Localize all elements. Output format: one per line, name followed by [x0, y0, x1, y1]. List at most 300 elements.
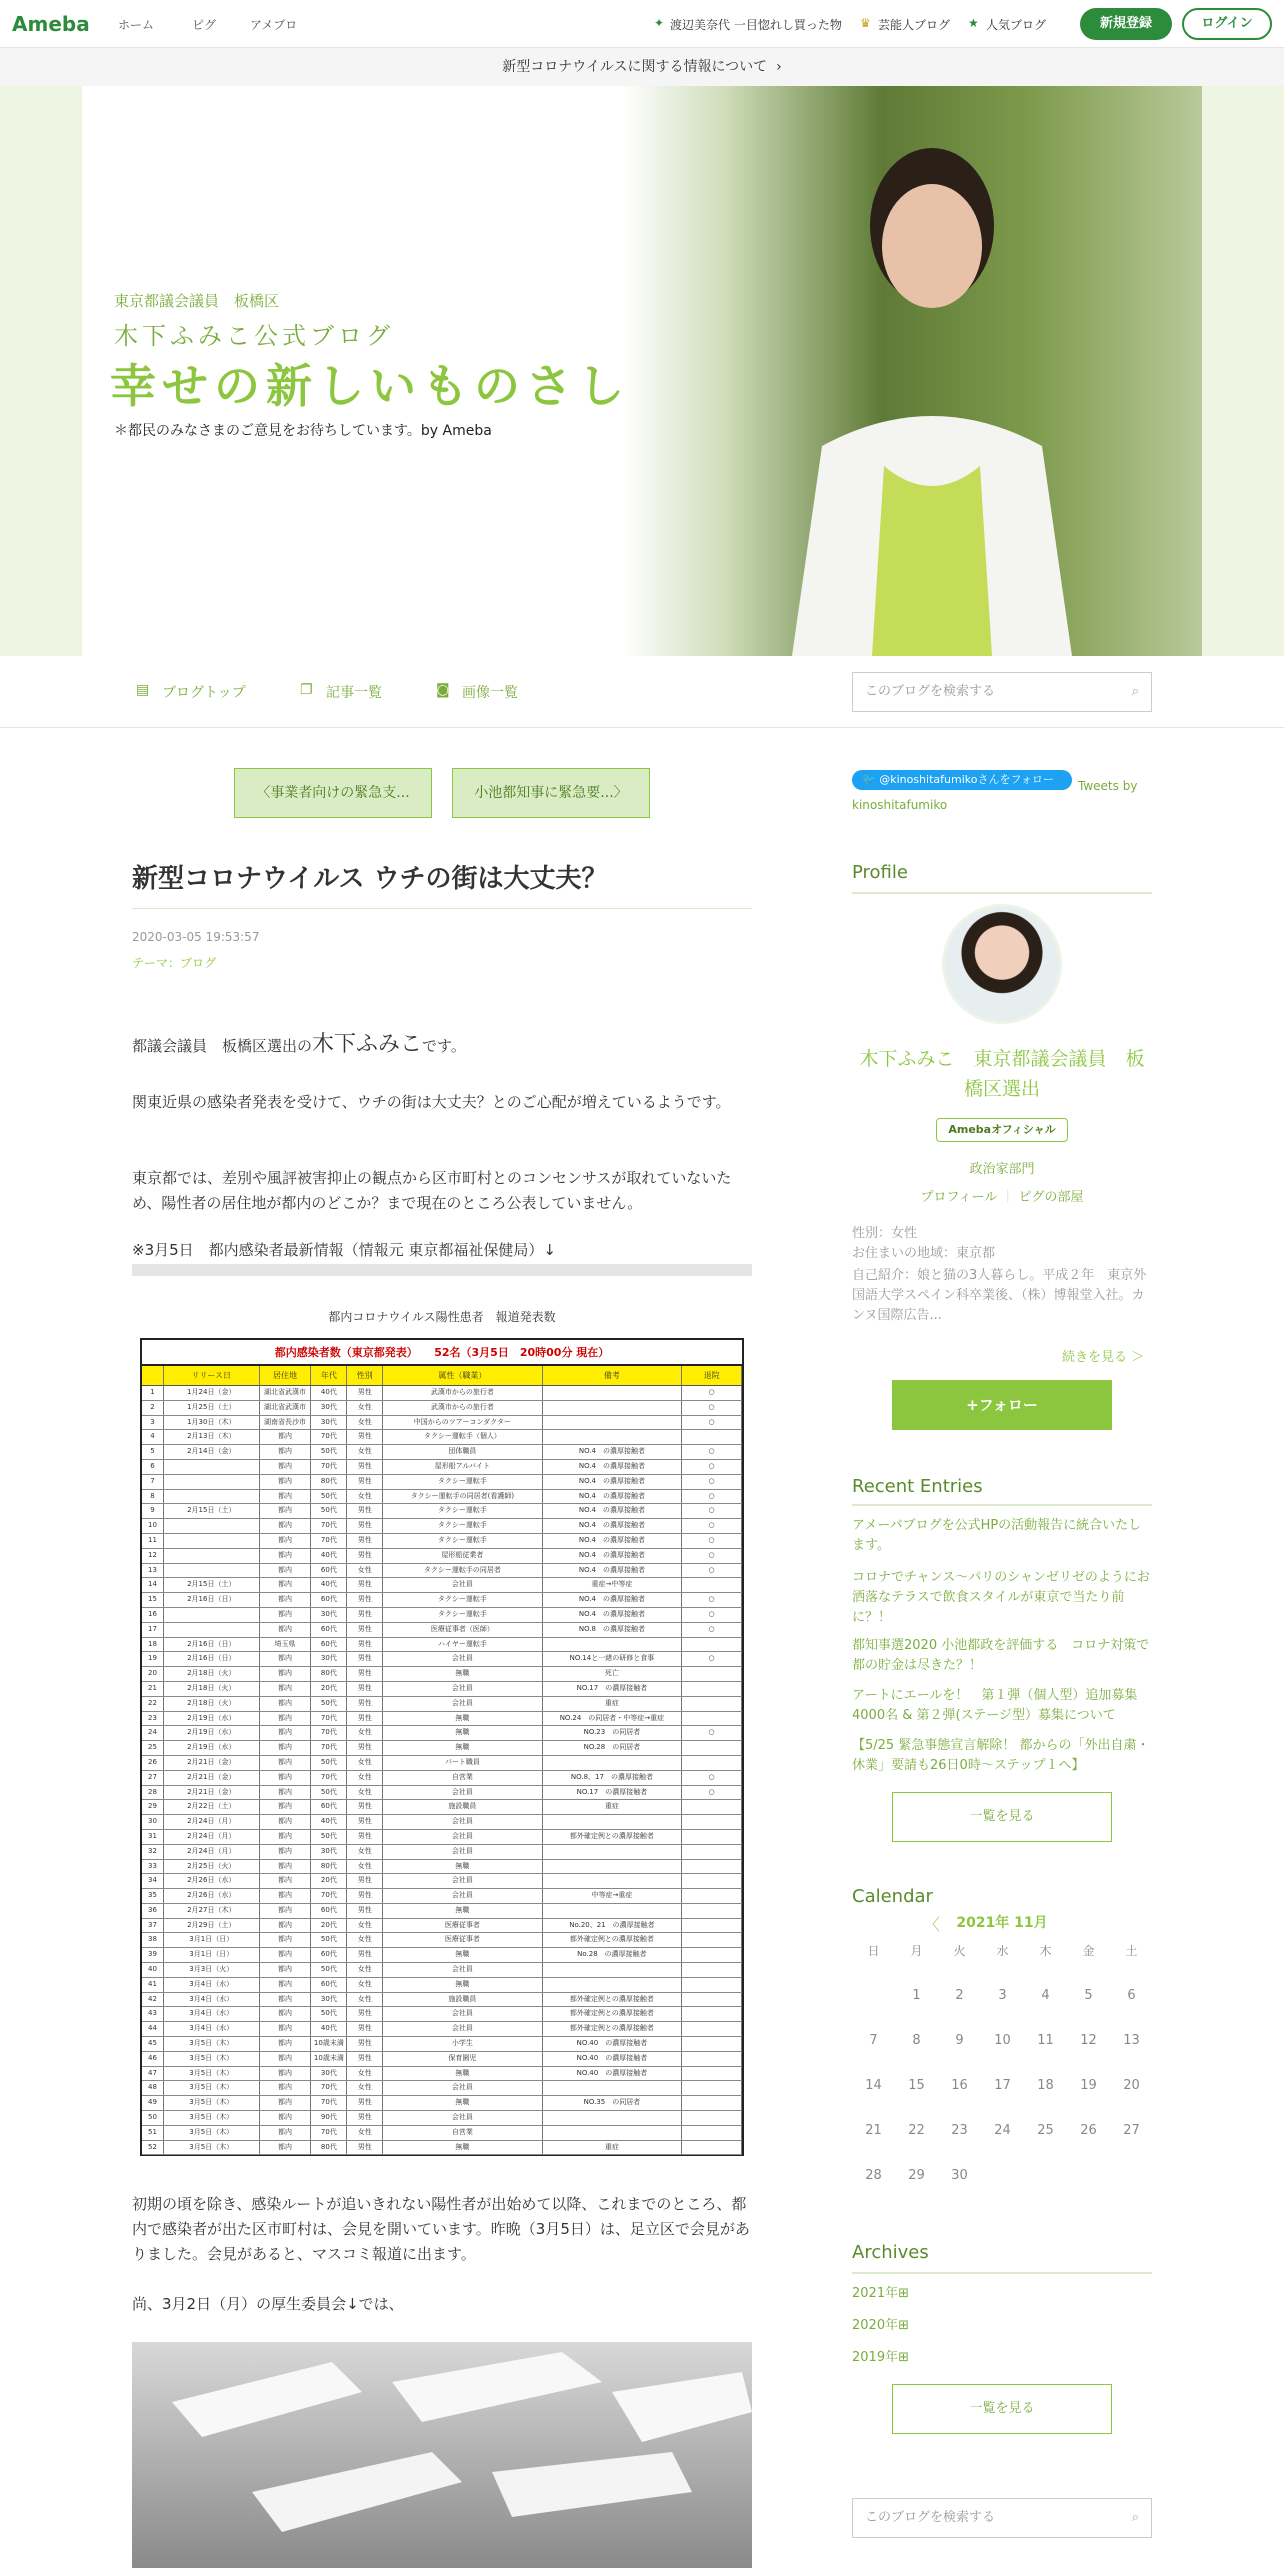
- pig-room-link[interactable]: ピグの部屋: [1018, 1190, 1084, 1205]
- table-cell: 50代: [311, 1756, 347, 1770]
- table-cell: 男性: [347, 1593, 383, 1607]
- popular-blog-link[interactable]: 人気ブログ: [986, 18, 1047, 32]
- divider: [852, 1504, 1152, 1506]
- calendar-weekday: 水: [996, 1944, 1009, 1958]
- archive-2019[interactable]: [852, 2348, 1152, 2368]
- calendar-day: 28: [865, 2168, 882, 2183]
- doc-icon: ▤: [136, 682, 150, 698]
- calendar-day: 20: [1123, 2078, 1140, 2093]
- table-cell: 7: [142, 1475, 164, 1489]
- nav-entries[interactable]: 記事一覧: [326, 685, 382, 701]
- table-row: [142, 1638, 742, 1653]
- search-icon[interactable]: ⌕: [1131, 684, 1139, 699]
- table-cell: 男性: [347, 1800, 383, 1814]
- calendar-day: 1: [912, 1988, 921, 2003]
- entry-theme-link[interactable]: テーマ：ブログ: [132, 956, 217, 970]
- table-cell: 60代: [311, 1623, 347, 1637]
- calendar-day: 16: [951, 2078, 968, 2093]
- table-cell: 40: [142, 1963, 164, 1977]
- table-cell: [682, 1578, 742, 1592]
- table-cell: [543, 1963, 683, 1977]
- trending-link[interactable]: 渡辺美奈代 一目惚れし買った物: [670, 18, 842, 32]
- login-button[interactable]: ログイン: [1182, 8, 1272, 40]
- calendar-day: 7: [869, 2033, 878, 2048]
- table-cell: 2月18日（火）: [164, 1667, 260, 1681]
- table-cell: 2月18日（火）: [164, 1682, 260, 1696]
- table-cell: 男性: [347, 1638, 383, 1652]
- table-cell: 男性: [347, 1460, 383, 1474]
- table-cell: 5: [142, 1445, 164, 1459]
- table-cell: 自営業: [383, 2126, 542, 2140]
- table-row: [142, 1948, 742, 1963]
- intro-suffix: です。: [422, 1037, 466, 1055]
- copy-icon: ❐: [300, 682, 313, 698]
- archives-heading: Archives: [852, 2242, 929, 2263]
- calendar-weekday: 火: [953, 1944, 966, 1958]
- recent-entry-3[interactable]: 都知事選2020 小池都政を評価する コロナ対策で都の貯金は尽きた？！: [852, 1638, 1150, 1673]
- table-cell: 11: [142, 1534, 164, 1548]
- table-cell: 50代: [311, 2007, 347, 2021]
- table-cell: [543, 1904, 683, 1918]
- table-cell: 都内: [260, 1860, 312, 1874]
- prev-entry-button[interactable]: [234, 768, 432, 818]
- table-column-header: 属性（職業）: [383, 1366, 542, 1385]
- calendar-day: 17: [994, 2078, 1011, 2093]
- table-cell: 2月21日（金）: [164, 1771, 260, 1785]
- table-cell: 70代: [311, 1741, 347, 1755]
- table-cell: 都内: [260, 2096, 312, 2110]
- table-cell: タクシー運転手（個人）: [383, 1430, 542, 1444]
- table-cell: NO.17 の濃厚接触者: [543, 1682, 683, 1696]
- table-cell: 2月29日（土）: [164, 1919, 260, 1933]
- table-cell: 小学生: [383, 2037, 542, 2051]
- nav-home[interactable]: ホーム: [118, 18, 155, 32]
- table-cell: 都内: [260, 1978, 312, 1992]
- sidebar-search-input[interactable]: [852, 2498, 1152, 2538]
- calendar-day: 23: [951, 2123, 968, 2138]
- table-cell: 2月24日（月）: [164, 1845, 260, 1859]
- table-cell: 80代: [311, 1860, 347, 1874]
- table-cell: 60代: [311, 1564, 347, 1578]
- table-cell: ○: [682, 1593, 742, 1607]
- plus-box-icon[interactable]: ⊞: [898, 2318, 909, 2333]
- view-all-archives-button[interactable]: 一覧を見る: [892, 2384, 1112, 2434]
- table-cell: 無職: [383, 1904, 542, 1918]
- table-cell: 会社員: [383, 1786, 542, 1800]
- table-cell: 35: [142, 1889, 164, 1903]
- table-cell: 1: [142, 1386, 164, 1400]
- banner-line1: 木下ふみこ公式ブログ: [114, 322, 394, 350]
- table-cell: [682, 1874, 742, 1888]
- calendar-weekday: 金: [1082, 1944, 1095, 1958]
- prev-entry-label: 事業者向けの緊急支...: [270, 785, 410, 801]
- table-cell: 42: [142, 1993, 164, 2007]
- table-caption: 都内コロナウイルス陽性患者 報道発表数: [328, 1310, 556, 1324]
- table-cell: 男性: [347, 2052, 383, 2066]
- committee-photo[interactable]: [132, 2342, 752, 2568]
- tweets-by-handle[interactable]: kinoshitafumiko: [852, 798, 948, 812]
- table-cell: タクシー運転手: [383, 1534, 542, 1548]
- next-entry-button[interactable]: [452, 768, 650, 818]
- table-cell: 重症: [543, 1800, 683, 1814]
- table-cell: 男性: [347, 1904, 383, 1918]
- calendar-heading: Calendar: [852, 1886, 933, 1907]
- table-cell: 湖南省長沙市: [260, 1416, 312, 1430]
- table-cell: 70代: [311, 1460, 347, 1474]
- table-cell: 21: [142, 1682, 164, 1696]
- table-cell: 3月5日（木）: [164, 2081, 260, 2095]
- table-row: [142, 1549, 742, 1564]
- archive-2019-label: 2019年: [852, 2350, 899, 2365]
- table-cell: ○: [682, 1490, 742, 1504]
- table-cell: No.28 の濃厚接触者: [543, 1948, 683, 1962]
- table-cell: 3月3日（火）: [164, 1963, 260, 1977]
- table-cell: [682, 2081, 742, 2095]
- table-cell: 湖北省武漢市: [260, 1386, 312, 1400]
- table-cell: 都内: [260, 1815, 312, 1829]
- table-cell: 50代: [311, 1933, 347, 1947]
- table-cell: 都内: [260, 2111, 312, 2125]
- table-cell: 2月19日（水）: [164, 1741, 260, 1755]
- table-cell: 2月19日（水）: [164, 1712, 260, 1726]
- table-cell: 都内: [260, 2141, 312, 2155]
- table-cell: 2月25日（火）: [164, 1860, 260, 1874]
- blog-banner[interactable]: [0, 86, 1284, 656]
- table-row: [142, 1430, 742, 1445]
- intro-text: 都議会議員 板橋区選出の: [132, 1037, 313, 1055]
- table-cell: NO.4 の濃厚接触者: [543, 1504, 683, 1518]
- table-cell: 男性: [347, 2022, 383, 2036]
- table-cell: 都内: [260, 1712, 312, 1726]
- table-cell: 40代: [311, 1815, 347, 1829]
- table-cell: 50代: [311, 1445, 347, 1459]
- profile-links: プロフィール ｜ ピグの部屋: [920, 1190, 1084, 1205]
- calendar-day: 19: [1080, 2078, 1097, 2093]
- table-cell: 2月21日（金）: [164, 1786, 260, 1800]
- table-cell: 2月16日（日）: [164, 1638, 260, 1652]
- calendar-weekday: 日: [867, 1944, 880, 1958]
- table-cell: 男性: [347, 1578, 383, 1592]
- archive-2020[interactable]: [852, 2316, 1152, 2336]
- table-cell: 70代: [311, 2096, 347, 2110]
- plus-box-icon[interactable]: ⊞: [898, 2286, 909, 2301]
- table-row: [142, 2037, 742, 2052]
- table-cell: 20: [142, 1667, 164, 1681]
- calendar-day: 3: [998, 1988, 1007, 2003]
- table-row: [142, 1845, 742, 1860]
- table-cell: NO.28 の同居者: [543, 1741, 683, 1755]
- divider: [852, 2272, 1152, 2274]
- calendar-day: 26: [1080, 2123, 1097, 2138]
- recent-entry-2[interactable]: コロナでチャンス〜パリのシャンゼリゼのようにお洒落なテラスで飲食スタイルが東京で当たり前に？！: [852, 1570, 1150, 1625]
- table-cell: 女性: [347, 1416, 383, 1430]
- recent-entry-5[interactable]: 【5/25 緊急事態宣言解除！ 都からの「外出自粛・休業」要請も26日0時〜ステップ１へ】: [852, 1738, 1150, 1773]
- table-cell: 武漢市からの旅行者: [383, 1386, 542, 1400]
- table-cell: 都内: [260, 1667, 312, 1681]
- table-row: [142, 1564, 742, 1579]
- table-row: [142, 1963, 742, 1978]
- recent-entry-1[interactable]: アメーバブログを公式HPの活動報告に統合いたします。: [852, 1518, 1142, 1553]
- table-cell: [543, 1430, 683, 1444]
- table-cell: 都内: [260, 1682, 312, 1696]
- table-cell: ○: [682, 1475, 742, 1489]
- table-cell: 都内: [260, 1697, 312, 1711]
- table-cell: 26: [142, 1756, 164, 1770]
- table-cell: 会社員: [383, 1889, 542, 1903]
- archive-2020-label: 2020年: [852, 2318, 899, 2333]
- tweets-by-link[interactable]: Tweets by: [1078, 779, 1138, 793]
- table-cell: 会社員: [383, 2022, 542, 2036]
- table-cell: 33: [142, 1860, 164, 1874]
- table-cell: [164, 1623, 260, 1637]
- paragraph-3: 東京都では、差別や風評被害抑止の観点から区市町村とのコンセンサスが取れていないため、陽性者の居住地が都内のどこか？まで現在のところ公表していません。: [132, 1169, 732, 1212]
- table-cell: [682, 1682, 742, 1696]
- table-cell: 男性: [347, 2037, 383, 2051]
- table-row: [142, 1504, 742, 1519]
- table-cell: 60代: [311, 1904, 347, 1918]
- table-cell: 都内: [260, 1652, 312, 1666]
- table-cell: [682, 1756, 742, 1770]
- table-row: [142, 1978, 742, 1993]
- table-cell: 29: [142, 1800, 164, 1814]
- next-entry-label: 小池都知事に緊急要...: [474, 785, 614, 801]
- table-cell: 男性: [347, 1475, 383, 1489]
- table-row: [142, 1623, 742, 1638]
- calendar-day: 13: [1123, 2033, 1140, 2048]
- table-cell: 28: [142, 1786, 164, 1800]
- table-column-header: リリース日: [164, 1366, 260, 1385]
- table-cell: 都外確定例との濃厚接触者: [543, 1993, 683, 2007]
- crown-icon: ♛: [860, 16, 871, 30]
- table-cell: [164, 1490, 260, 1504]
- table-cell: 38: [142, 1933, 164, 1947]
- table-cell: 無職: [383, 1978, 542, 1992]
- table-cell: [543, 1401, 683, 1415]
- table-cell: 女性: [347, 1845, 383, 1859]
- chevron-left-icon[interactable]: 〈: [924, 1915, 941, 1934]
- table-cell: [682, 1815, 742, 1829]
- table-cell: ○: [682, 1786, 742, 1800]
- covid-notice-bar[interactable]: [0, 48, 1284, 86]
- table-cell: 30代: [311, 1993, 347, 2007]
- table-cell: NO.4 の濃厚接触者: [543, 1549, 683, 1563]
- follow-button[interactable]: +フォロー: [892, 1380, 1112, 1430]
- table-cell: 都内: [260, 1993, 312, 2007]
- table-cell: [682, 1919, 742, 1933]
- calendar-day: 8: [912, 2033, 921, 2048]
- celebrity-blog-link[interactable]: 芸能人ブログ: [878, 18, 951, 32]
- table-cell: 都内: [260, 1534, 312, 1548]
- table-cell: 都内: [260, 2007, 312, 2021]
- archive-2021[interactable]: [852, 2284, 1152, 2304]
- table-cell: ○: [682, 1652, 742, 1666]
- table-cell: 6: [142, 1460, 164, 1474]
- table-cell: 43: [142, 2007, 164, 2021]
- table-cell: 女性: [347, 1401, 383, 1415]
- paragraph-5: 初期の頃を除き、感染ルートが追いきれない陽性者が出始めて以降、これまでのところ、都内で感染者が出た区市町村は、会見を開いています。昨晩（3月5日）は、足立区で会見がありました。会見があると、マスコミ報道に出ます。: [132, 2195, 750, 2263]
- profile-intro: 自己紹介：娘と猫の3人暮らし。平成２年 東京外国語大学スペイン科卒業後、（株）博報堂入社。カンヌ国際広告...: [852, 1268, 1147, 1323]
- table-cell: 無職: [383, 1860, 542, 1874]
- table-cell: 男性: [347, 1386, 383, 1400]
- table-cell: 60代: [311, 1948, 347, 1962]
- table-cell: 都内: [260, 1800, 312, 1814]
- plus-box-icon[interactable]: ⊞: [898, 2350, 909, 2365]
- table-cell: 都内: [260, 1904, 312, 1918]
- recent-entries-heading: Recent Entries: [852, 1476, 983, 1497]
- table-cell: NO.40 の濃厚接触者: [543, 2067, 683, 2081]
- table-cell: 16: [142, 1608, 164, 1622]
- table-cell: 男性: [347, 2007, 383, 2021]
- signup-button[interactable]: 新規登録: [1080, 8, 1172, 40]
- table-cell: 都内: [260, 1963, 312, 1977]
- table-cell: 重症: [543, 1697, 683, 1711]
- table-cell: 3月4日（水）: [164, 1993, 260, 2007]
- table-cell: 2月15日（土）: [164, 1504, 260, 1518]
- table-cell: 70代: [311, 1889, 347, 1903]
- portrait-illustration: [622, 86, 1202, 656]
- table-cell: 8: [142, 1490, 164, 1504]
- table-cell: 男性: [347, 1874, 383, 1888]
- paragraph-2: 関東近県の感染者発表を受けて、ウチの街は大丈夫？とのご心配が増えているようです。: [132, 1093, 731, 1111]
- table-cell: 女性: [347, 1756, 383, 1770]
- search-icon[interactable]: ⌕: [1131, 2510, 1139, 2525]
- table-row: [142, 1416, 742, 1431]
- table-row: [142, 1756, 742, 1771]
- table-header-row: [142, 1366, 742, 1386]
- table-cell: 27: [142, 1771, 164, 1785]
- calendar-day: 25: [1037, 2123, 1054, 2138]
- table-cell: 女性: [347, 1445, 383, 1459]
- table-cell: タクシー運転手: [383, 1475, 542, 1489]
- infection-table-image[interactable]: [140, 1338, 744, 2156]
- table-cell: [682, 1638, 742, 1652]
- profile-name[interactable]: 木下ふみこ 東京都議会議員 板橋区選出: [859, 1048, 1145, 1100]
- table-cell: 男性: [347, 1623, 383, 1637]
- table-cell: [682, 1800, 742, 1814]
- table-cell: 無職: [383, 1948, 542, 1962]
- table-cell: 1月25日（土）: [164, 1401, 260, 1415]
- table-cell: 60代: [311, 1978, 347, 1992]
- table-row: [142, 1682, 742, 1697]
- table-cell: [682, 1978, 742, 1992]
- table-cell: 会社員: [383, 1830, 542, 1844]
- table-cell: [543, 1756, 683, 1770]
- table-cell: 死亡: [543, 1667, 683, 1681]
- table-cell: 都内: [260, 1549, 312, 1563]
- table-cell: [682, 2141, 742, 2155]
- calendar-day: 6: [1127, 1988, 1136, 2003]
- table-column-header: 居住地: [260, 1366, 312, 1385]
- table-cell: 都内: [260, 2052, 312, 2066]
- table-cell: 2月16日（日）: [164, 1652, 260, 1666]
- table-cell: 50代: [311, 1963, 347, 1977]
- sparkle-icon: ✦: [654, 16, 665, 30]
- table-cell: 女性: [347, 1993, 383, 2007]
- table-cell: 18: [142, 1638, 164, 1652]
- table-cell: [164, 1475, 260, 1489]
- table-cell: 女性: [347, 1963, 383, 1977]
- calendar-weekday: 土: [1125, 1944, 1138, 1958]
- table-cell: 都内: [260, 1445, 312, 1459]
- gray-divider: [132, 1264, 752, 1276]
- view-all-entries-button[interactable]: 一覧を見る: [892, 1792, 1112, 1842]
- nav-ameblo[interactable]: アメブロ: [250, 18, 298, 32]
- table-cell: [543, 1845, 683, 1859]
- table-cell: 3: [142, 1416, 164, 1430]
- table-cell: 2月13日（木）: [164, 1430, 260, 1444]
- table-cell: タクシー運転手: [383, 1519, 542, 1533]
- banner-photo: [622, 86, 1202, 656]
- ameba-logo[interactable]: Ameba: [12, 12, 90, 36]
- paragraph-4: ※3月5日 都内感染者最新情報（情報元 東京都福祉保健局）↓: [132, 1241, 556, 1259]
- table-cell: 3月1日（日）: [164, 1948, 260, 1962]
- table-cell: NO.4 の濃厚接触者: [543, 1445, 683, 1459]
- table-cell: 48: [142, 2081, 164, 2095]
- table-cell: NO.4 の濃厚接触者: [543, 1475, 683, 1489]
- table-cell: 50: [142, 2111, 164, 2125]
- table-cell: 都内: [260, 1830, 312, 1844]
- table-cell: 10歳未満: [311, 2052, 347, 2066]
- table-cell: 15: [142, 1593, 164, 1607]
- table-cell: 23: [142, 1712, 164, 1726]
- table-cell: 都内: [260, 1519, 312, 1533]
- table-cell: 30: [142, 1815, 164, 1829]
- twitter-icon: 🐦: [862, 773, 876, 786]
- table-column-header: 備考: [543, 1366, 683, 1385]
- calendar-day: 18: [1037, 2078, 1054, 2093]
- table-cell: 埼玉県: [260, 1638, 312, 1652]
- table-cell: ○: [682, 1504, 742, 1518]
- profile-gender: 性別：女性: [852, 1226, 918, 1241]
- nav-blog-top[interactable]: ブログトップ: [162, 685, 246, 701]
- blog-nav: [0, 656, 1284, 728]
- archive-2021-label: 2021年: [852, 2286, 899, 2301]
- table-cell: [682, 1993, 742, 2007]
- table-cell: [682, 1830, 742, 1844]
- table-cell: 34: [142, 1874, 164, 1888]
- table-cell: 無職: [383, 2141, 542, 2155]
- table-cell: 会社員: [383, 1874, 542, 1888]
- table-cell: 会社員: [383, 2007, 542, 2021]
- table-cell: ○: [682, 1534, 742, 1548]
- table-cell: 70代: [311, 1534, 347, 1548]
- twitter-follow-button[interactable]: [852, 770, 1072, 790]
- table-cell: ハイヤー運転手: [383, 1638, 542, 1652]
- table-row: [142, 1608, 742, 1623]
- recent-entry-4[interactable]: アートにエールを！ 第１弾（個人型）追加募集4000名 & 第２弾(ステージ型）募集について: [852, 1688, 1138, 1723]
- nav-images[interactable]: 画像一覧: [462, 685, 518, 701]
- table-cell: 10歳未満: [311, 2037, 347, 2051]
- table-cell: 女性: [347, 1726, 383, 1740]
- profile-link[interactable]: プロフィール: [920, 1190, 998, 1205]
- read-more-link[interactable]: 続きを見る ＞: [1062, 1350, 1145, 1365]
- table-cell: 男性: [347, 1430, 383, 1444]
- nav-pigg[interactable]: ピグ: [192, 18, 217, 32]
- blog-search-input[interactable]: [852, 672, 1152, 712]
- table-cell: [682, 1667, 742, 1681]
- table-cell: 男性: [347, 1830, 383, 1844]
- table-cell: 医療従事者（医師）: [383, 1623, 542, 1637]
- table-cell: NO.4 の濃厚接触者: [543, 1519, 683, 1533]
- profile-avatar[interactable]: [942, 904, 1062, 1024]
- table-cell: 男性: [347, 2111, 383, 2125]
- table-cell: 50代: [311, 1490, 347, 1504]
- table-cell: 2月24日（月）: [164, 1830, 260, 1844]
- category-link[interactable]: 政治家部門: [969, 1162, 1035, 1177]
- table-cell: [164, 1460, 260, 1474]
- table-cell: 4: [142, 1430, 164, 1444]
- table-cell: 2月21日（金）: [164, 1756, 260, 1770]
